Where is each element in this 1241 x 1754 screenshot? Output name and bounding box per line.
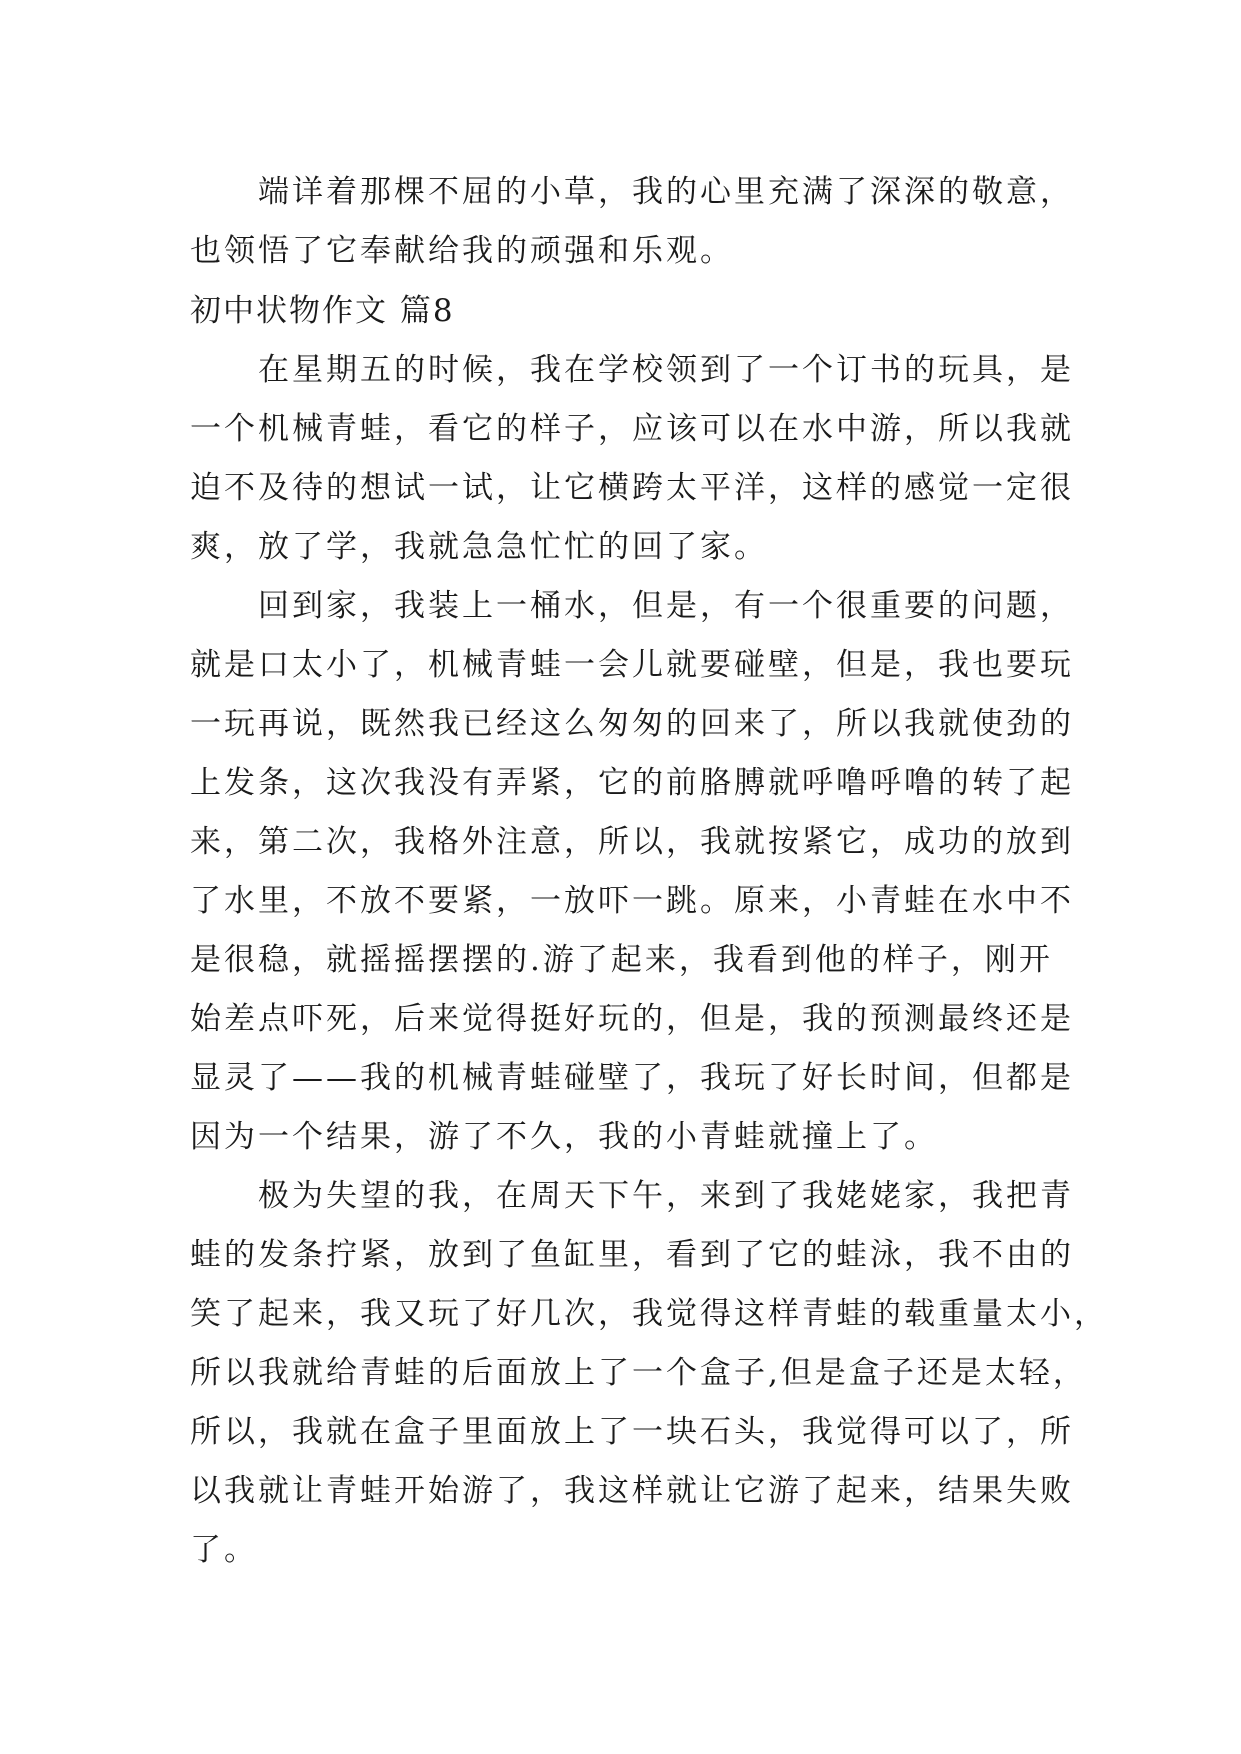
text-line: 以我就让青蛙开始游了，我这样就让它游了起来，结果失败 bbox=[190, 1473, 1074, 1509]
text-line: 一个机械青蛙，看它的样子，应该可以在水中游，所以我就 bbox=[190, 411, 1074, 447]
text-line: 了水里，不放不要紧，一放吓一跳。原来，小青蛙在水中不 bbox=[190, 883, 1074, 919]
text-line: 迫不及待的想试一试，让它横跨太平洋，这样的感觉一定很 bbox=[190, 470, 1074, 506]
text-line: 极为失望的我，在周天下午，来到了我姥姥家，我把青 bbox=[258, 1178, 1074, 1214]
text-line: 笑了起来，我又玩了好几次，我觉得这样青蛙的载重量太小， bbox=[190, 1296, 1108, 1332]
text-line: 也领悟了它奉献给我的顽强和乐观。 bbox=[190, 233, 734, 269]
text-line: 始差点吓死，后来觉得挺好玩的，但是，我的预测最终还是 bbox=[190, 1001, 1074, 1037]
paragraph-2 bbox=[190, 341, 1074, 577]
text-line: 爽，放了学，我就急急忙忙的回了家。 bbox=[190, 529, 768, 565]
text-line: 显灵了——我的机械青蛙碰壁了，我玩了好长时间，但都是 bbox=[190, 1060, 1074, 1096]
text-line: 了。 bbox=[190, 1532, 258, 1568]
text-line: 因为一个结果，游了不久，我的小青蛙就撞上了。 bbox=[190, 1119, 938, 1155]
text-line: 回到家，我装上一桶水，但是，有一个很重要的问题， bbox=[258, 588, 1074, 624]
paragraph-4 bbox=[190, 1167, 1108, 1580]
document-body bbox=[190, 163, 1108, 1580]
text-line: 一玩再说，既然我已经这么匆匆的回来了，所以我就使劲的 bbox=[190, 706, 1074, 742]
text-line: 所以我就给青蛙的后面放上了一个盒子,但是盒子还是太轻， bbox=[190, 1355, 1087, 1391]
section-heading: 初中状物作文 篇8 bbox=[190, 293, 455, 329]
text-line: 端详着那棵不屈的小草，我的心里充满了深深的敬意， bbox=[258, 174, 1074, 210]
paragraph-1 bbox=[190, 163, 1074, 281]
text-line: 上发条，这次我没有弄紧，它的前胳膊就呼噜呼噜的转了起 bbox=[190, 765, 1074, 801]
paragraph-3 bbox=[190, 577, 1074, 1167]
text-line: 蛙的发条拧紧，放到了鱼缸里，看到了它的蛙泳，我不由的 bbox=[190, 1237, 1074, 1273]
text-line: 就是口太小了，机械青蛙一会儿就要碰壁，但是，我也要玩 bbox=[190, 647, 1074, 683]
text-line: 是很稳，就摇摇摆摆的.游了起来，我看到他的样子，刚开 bbox=[190, 942, 1053, 978]
text-line: 来，第二次，我格外注意，所以，我就按紧它，成功的放到 bbox=[190, 824, 1074, 860]
text-line: 所以，我就在盒子里面放上了一块石头，我觉得可以了，所 bbox=[190, 1414, 1074, 1450]
text-line: 在星期五的时候，我在学校领到了一个订书的玩具，是 bbox=[258, 352, 1074, 388]
